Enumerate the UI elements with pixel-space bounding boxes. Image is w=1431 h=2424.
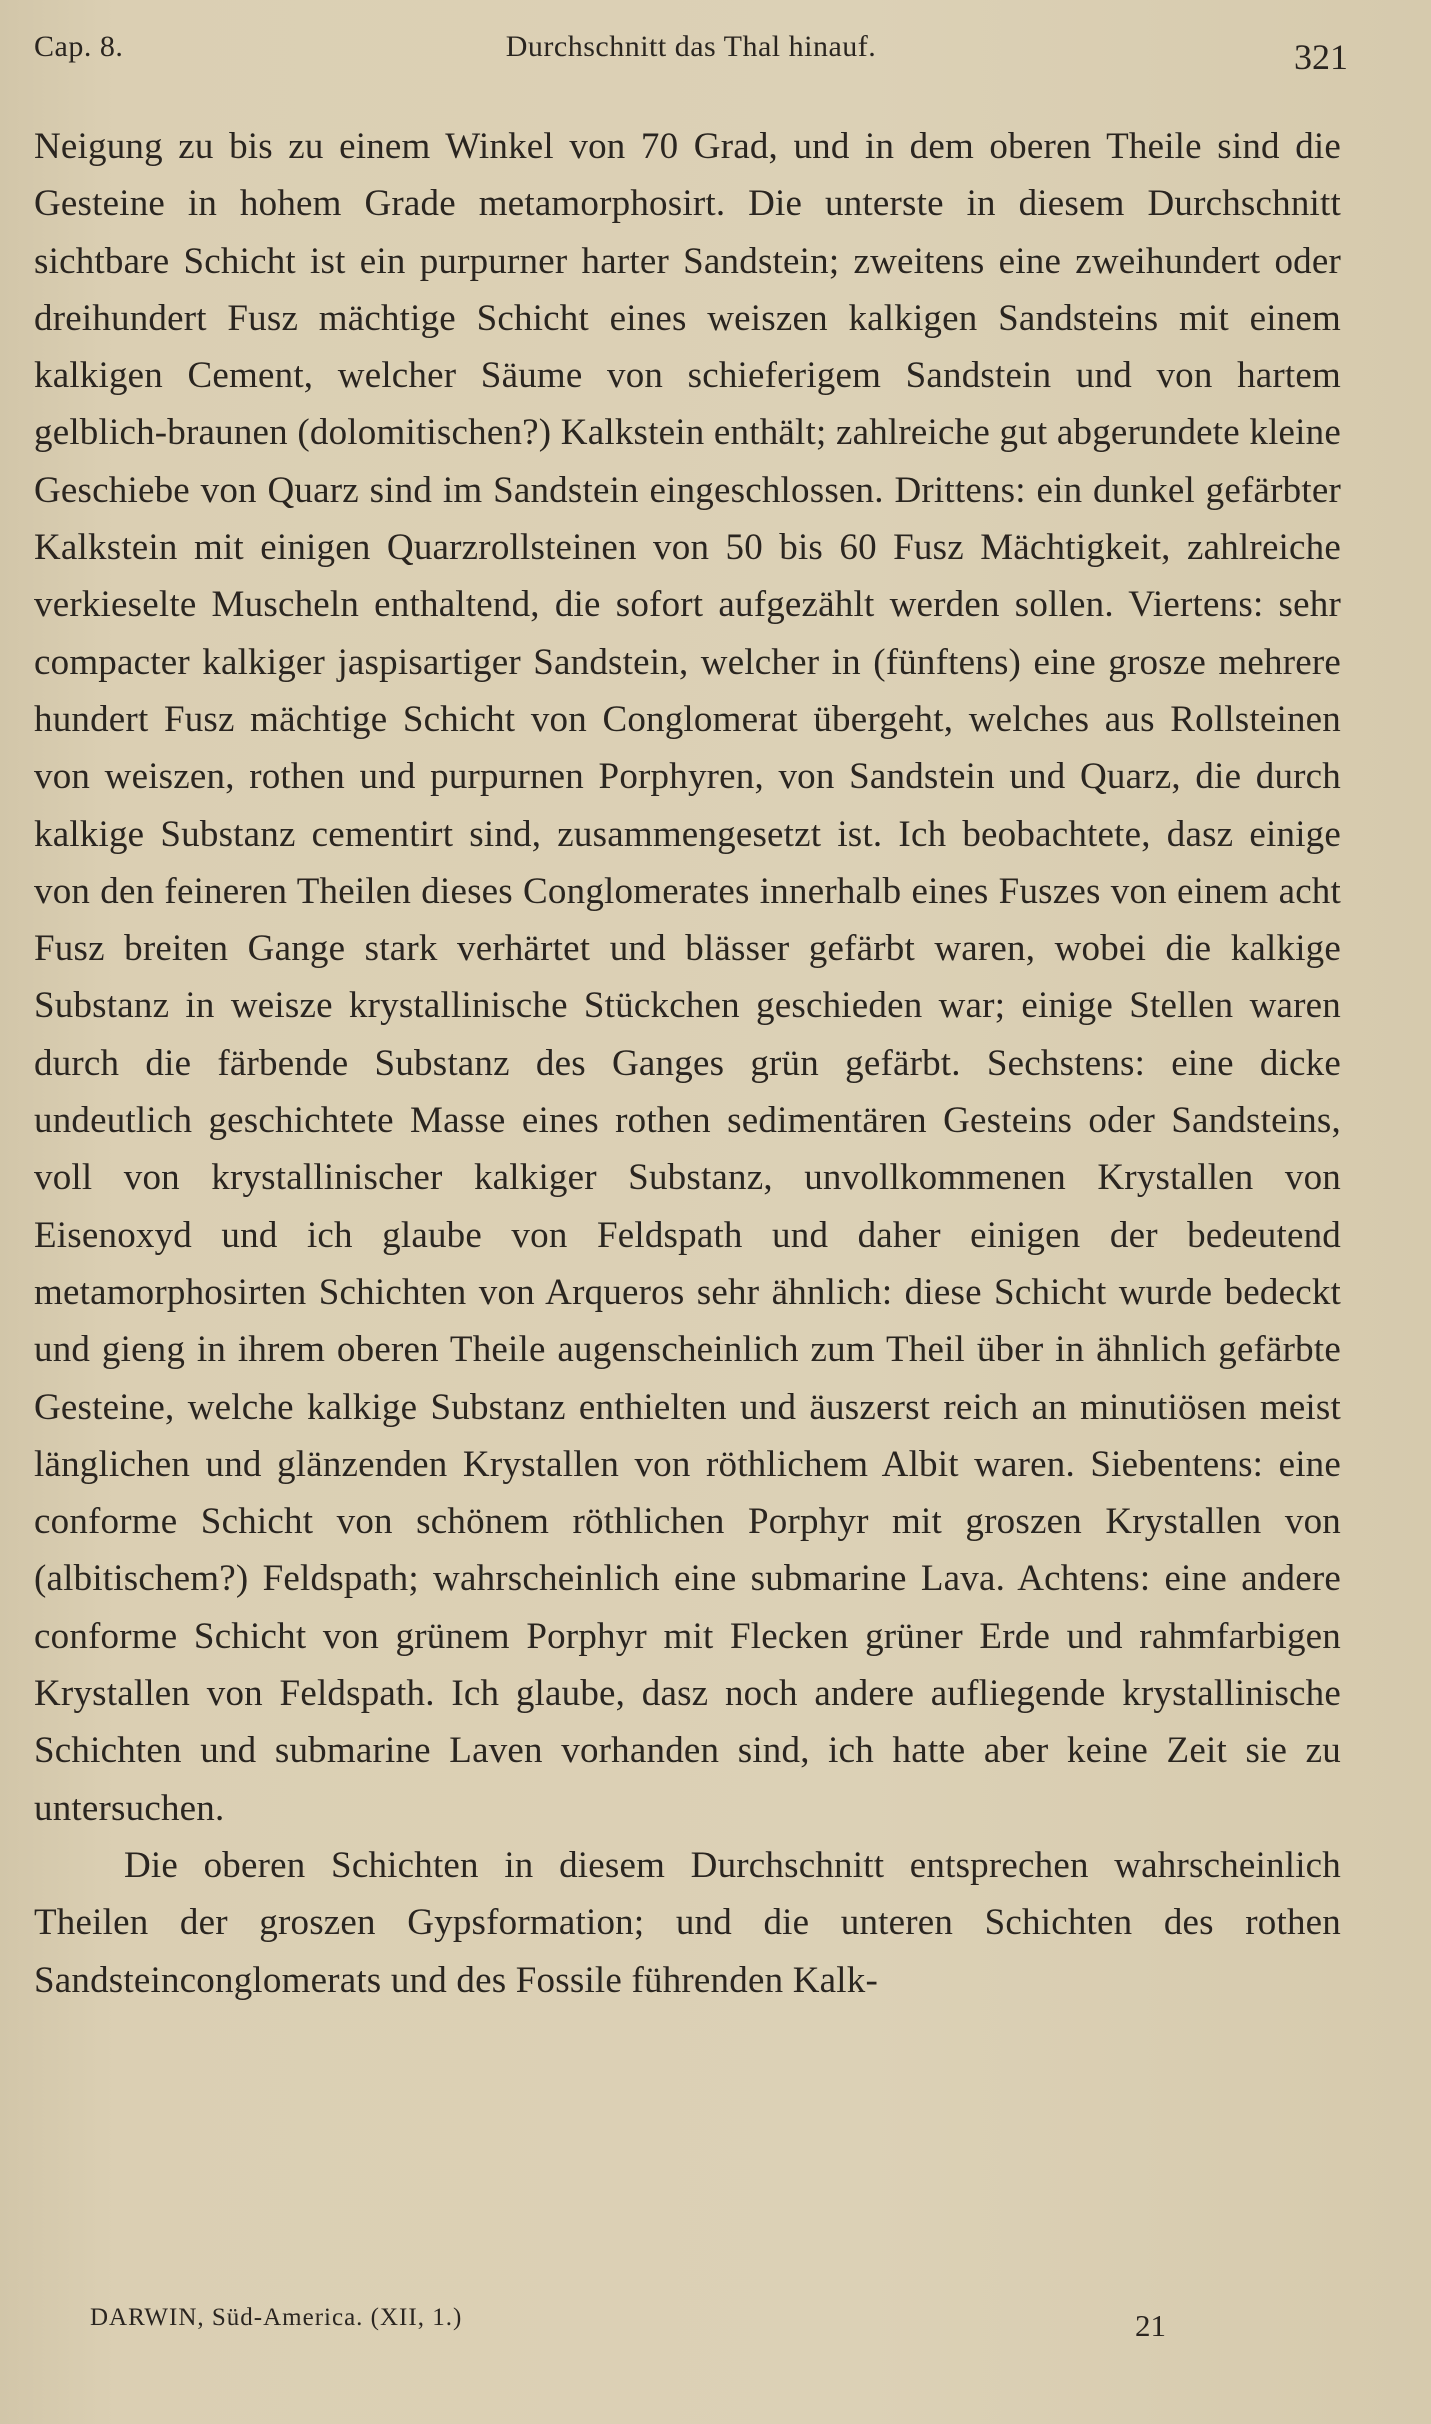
page-number: 321	[1294, 37, 1348, 77]
printer-signature: DARWIN, Süd-America. (XII, 1.)	[90, 2304, 463, 2331]
paragraph-1: Neigung zu bis zu einem Winkel von 70 Grad, und in dem oberen Theile sind die Gesteine in hohem Grade metamorphosirt. Die unterste in diesem Durchschnitt sichtbare Schicht ist ein purpurner harter Sandstein; zweitens eine zweihundert oder dreihundert Fusz mächtige Schicht eines weiszen kalkigen Sandsteins mit einem kalkigen Cement, welcher Säume von schieferigem Sandstein und von hartem gelblich-braunen (dolomitischen?) Kalkstein enthält; zahlreiche gut abgerundete kleine Geschiebe von Quarz sind im Sandstein eingeschlossen. Drittens: ein dunkel gefärbter Kalkstein mit einigen Quarzrollsteinen von 50 bis 60 Fusz Mächtigkeit, zahlreiche verkieselte Muscheln enthaltend, die sofort aufgezählt werden sollen. Viertens: sehr compacter kalkiger jaspisartiger Sandstein, welcher in (fünftens) eine grosze mehrere hundert Fusz mächtige Schicht von Conglomerat übergeht, welches aus Rollsteinen von weiszen, rothen und purpurnen Porphyren, von Sandstein und Quarz, die durch kalkige Substanz cementirt sind, zusammengesetzt ist. Ich beobachtete, dasz einige von den feineren Theilen dieses Conglomerates innerhalb eines Fuszes von einem acht Fusz breiten Gange stark verhärtet und blässer gefärbt waren, wobei die kalkige Substanz in weisze krystallinische Stückchen geschieden war; einige Stellen waren durch die färbende Substanz des Ganges grün gefärbt. Sechstens: eine dicke undeutlich geschichtete Masse eines rothen sedimentären Gesteins oder Sandsteins, voll von krystallinischer kalkiger Substanz, unvollkommenen Krystallen von Eisenoxyd und ich glaube von Feldspath und daher einigen der bedeutend metamorphosirten Schichten von Arqueros sehr ähnlich: diese Schicht wurde bedeckt und gieng in ihrem oberen Theile augenscheinlich zum Theil über in ähnlich gefärbte Gesteine, welche kalkige Substanz enthielten und äuszerst reich an minutiösen meist länglichen und glänzenden Krystallen von röthlichem Albit waren. Siebentens: eine conforme Schicht von schönem röthlichen Porphyr mit groszen Krystallen von (albitischem?) Feldspath; wahrscheinlich eine submarine Lava. Achtens: eine andere conforme Schicht von grünem Porphyr mit Flecken grüner Erde und rahmfarbigen Krystallen von Feldspath. Ich glaube, dasz noch andere aufliegende krystallinische Schichten und submarine Laven vorhanden sind, ich hatte aber keine Zeit sie zu untersuchen.	[34, 126, 1341, 1829]
page-footer	[90, 2302, 1350, 2342]
page-header	[34, 30, 1348, 86]
body-text	[34, 118, 1341, 2009]
running-title: Durchschnitt das Thal hinauf.	[505, 30, 877, 63]
chapter-label: Cap. 8.	[34, 30, 124, 63]
sheet-number: 21	[1135, 2308, 1166, 2343]
paragraph-2: Die oberen Schichten in diesem Durchschnitt entsprechen wahrscheinlich Theilen der groszen Gypsformation; und die unteren Schichten des rothen Sandsteinconglomerats und des Fossile führenden Kalk-	[34, 1844, 1341, 2001]
